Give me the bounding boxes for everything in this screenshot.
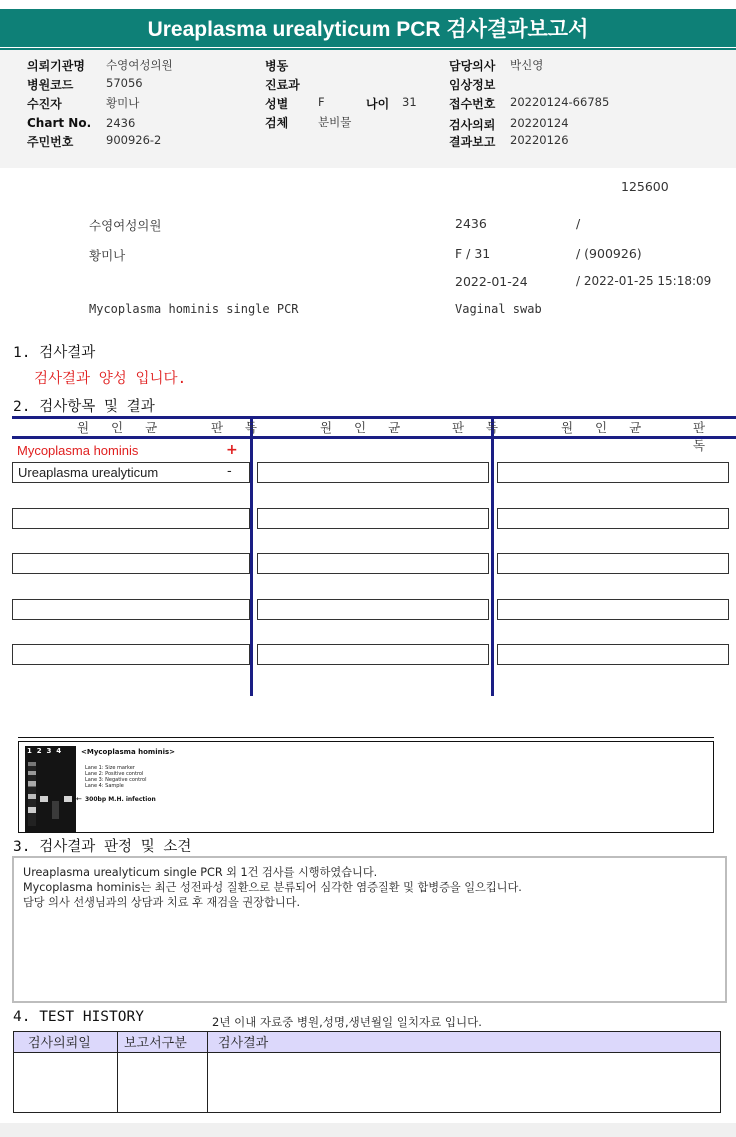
receipt-no-label: 접수번호 bbox=[449, 97, 496, 111]
patient-value: 황미나 bbox=[106, 96, 140, 110]
opinion-line: 담당 의사 선생님과의 상담과 치료 후 재검을 권장합니다. bbox=[23, 896, 301, 909]
history-col-header: 검사결과 bbox=[218, 1036, 269, 1051]
footer-band bbox=[0, 1123, 736, 1137]
specimen-value: 분비물 bbox=[318, 115, 352, 129]
gel-electrophoresis-image bbox=[25, 746, 76, 832]
empty-result-cell bbox=[257, 553, 489, 574]
empty-result-cell bbox=[12, 553, 250, 574]
summary-request-date: 2022-01-24 bbox=[455, 274, 528, 289]
chart-no-label: Chart No. bbox=[27, 116, 92, 130]
pathogen-row-box bbox=[12, 462, 250, 483]
gel-lane-numbers: 1 2 3 4 bbox=[27, 747, 62, 755]
section4-title: 4. TEST HISTORY bbox=[13, 1009, 144, 1025]
results-table-divider-1 bbox=[250, 416, 253, 696]
empty-result-cell bbox=[497, 508, 729, 529]
report-date-label: 결과보고 bbox=[449, 135, 496, 149]
chart-no-value: 2436 bbox=[106, 116, 136, 130]
empty-result-cell bbox=[257, 599, 489, 620]
opinion-box bbox=[12, 856, 727, 1003]
doctor-value: 박신영 bbox=[510, 58, 544, 72]
empty-result-cell bbox=[257, 508, 489, 529]
report-number: 125600 bbox=[621, 179, 669, 194]
gel-image-frame bbox=[18, 741, 714, 833]
empty-result-cell bbox=[497, 644, 729, 665]
summary-patient: 황미나 bbox=[89, 248, 126, 263]
ward-label: 병동 bbox=[265, 59, 289, 73]
gel-title: <Mycoplasma hominis> bbox=[81, 748, 176, 756]
empty-result-cell bbox=[497, 553, 729, 574]
test-history-table bbox=[13, 1031, 721, 1113]
col3-reading-header: 판 독 bbox=[693, 420, 715, 453]
summary-birth: / (900926) bbox=[576, 246, 642, 261]
age-label: 나이 bbox=[366, 97, 390, 111]
section3-title: 3. 검사결과 판정 및 소견 bbox=[13, 839, 192, 855]
request-date-value: 20220124 bbox=[510, 116, 569, 130]
summary-clinic: 수영여성의원 bbox=[89, 218, 162, 233]
empty-result-cell bbox=[257, 462, 489, 483]
result-positive-text: 검사결과 양성 입니다. bbox=[34, 371, 187, 387]
summary-sex-age: F / 31 bbox=[455, 246, 491, 261]
patient-label: 수진자 bbox=[27, 97, 62, 111]
empty-result-cell bbox=[12, 508, 250, 529]
summary-chart-no: 2436 bbox=[455, 216, 487, 231]
receipt-no-value: 20220124-66785 bbox=[510, 95, 610, 109]
summary-report-datetime: / 2022-01-25 15:18:09 bbox=[576, 274, 712, 288]
col3-pathogen-header: 원 인 균 bbox=[561, 420, 651, 435]
clinical-info-label: 임상정보 bbox=[449, 78, 496, 92]
history-col-header: 보고서구분 bbox=[124, 1036, 187, 1051]
opinion-text bbox=[23, 865, 522, 910]
age-value: 31 bbox=[402, 95, 417, 109]
sex-value: F bbox=[318, 95, 325, 109]
gel-legend-item: Lane 1: Size marker bbox=[85, 765, 135, 771]
gel-legend-item: Lane 3: Negative control bbox=[85, 777, 147, 783]
history-note: 2년 이내 자료중 병원,성명,생년월일 일치자료 입니다. bbox=[212, 1015, 482, 1029]
history-column bbox=[118, 1032, 208, 1112]
resident-id-value: 900926-2 bbox=[106, 133, 162, 147]
gel-top-rule bbox=[18, 737, 714, 738]
report-date-value: 20220126 bbox=[510, 133, 569, 147]
department-label: 진료과 bbox=[265, 78, 300, 92]
gel-legend bbox=[85, 765, 147, 789]
gel-arrow-icon: ← bbox=[76, 795, 82, 803]
empty-result-cell bbox=[12, 644, 250, 665]
clinic-value: 수영여성의원 bbox=[106, 58, 173, 72]
section1-title: 1. 검사결과 bbox=[13, 345, 96, 361]
summary-test-name: Mycoplasma hominis single PCR bbox=[89, 302, 299, 316]
hospital-code-value: 57056 bbox=[106, 76, 143, 90]
doctor-label: 담당의사 bbox=[449, 59, 496, 73]
history-column bbox=[14, 1032, 118, 1112]
empty-result-cell bbox=[257, 644, 489, 665]
col2-reading-header: 판 독 bbox=[452, 420, 508, 435]
summary-specimen: Vaginal swab bbox=[455, 302, 542, 316]
col1-reading-header: 판 독 bbox=[211, 420, 267, 435]
results-table-header-rule bbox=[12, 436, 736, 439]
gel-legend-item: Lane 4: Sample bbox=[85, 783, 124, 789]
specimen-label: 검체 bbox=[265, 116, 289, 130]
report-title-bar bbox=[0, 9, 736, 47]
sex-label: 성별 bbox=[265, 97, 289, 111]
opinion-line: Ureaplasma urealyticum single PCR 외 1건 검사를 시행하였습니다. bbox=[23, 866, 378, 879]
col2-pathogen-header: 원 인 균 bbox=[320, 420, 410, 435]
report-title: Ureaplasma urealyticum PCR 검사결과보고서 bbox=[147, 18, 589, 41]
gel-lane-1-marker bbox=[28, 762, 36, 826]
opinion-line: Mycoplasma hominis는 최근 성전파성 질환으로 분류되어 심각한 염증질환 및 합병증을 일으킵니다. bbox=[23, 881, 522, 894]
empty-result-cell bbox=[12, 599, 250, 620]
summary-slash: / bbox=[576, 216, 581, 231]
hospital-code-label: 병원코드 bbox=[27, 78, 74, 92]
pathogen-row-name: Mycoplasma hominis bbox=[17, 443, 139, 458]
pathogen-row-result: - bbox=[227, 464, 232, 479]
resident-id-label: 주민번호 bbox=[27, 135, 74, 149]
empty-result-cell bbox=[497, 599, 729, 620]
gel-lane-2-band bbox=[40, 796, 48, 802]
pathogen-row-name: Ureaplasma urealyticum bbox=[18, 465, 159, 480]
clinic-label: 의뢰기관명 bbox=[27, 59, 85, 73]
gel-legend-item: Lane 2: Positive control bbox=[85, 771, 144, 777]
gel-lane-3-band bbox=[52, 801, 59, 819]
pathogen-row-result: + bbox=[226, 442, 238, 458]
gel-lane-4-band bbox=[64, 796, 72, 802]
empty-result-cell bbox=[497, 462, 729, 483]
results-table-divider-2 bbox=[491, 416, 494, 696]
history-column bbox=[208, 1032, 720, 1112]
request-date-label: 검사의뢰 bbox=[449, 118, 496, 132]
col1-pathogen-header: 원 인 균 bbox=[77, 420, 167, 435]
gel-arrow-label: 300bp M.H. infection bbox=[85, 796, 156, 803]
section2-title: 2. 검사항목 및 결과 bbox=[13, 399, 155, 415]
history-col-header: 검사의뢰일 bbox=[28, 1036, 91, 1051]
